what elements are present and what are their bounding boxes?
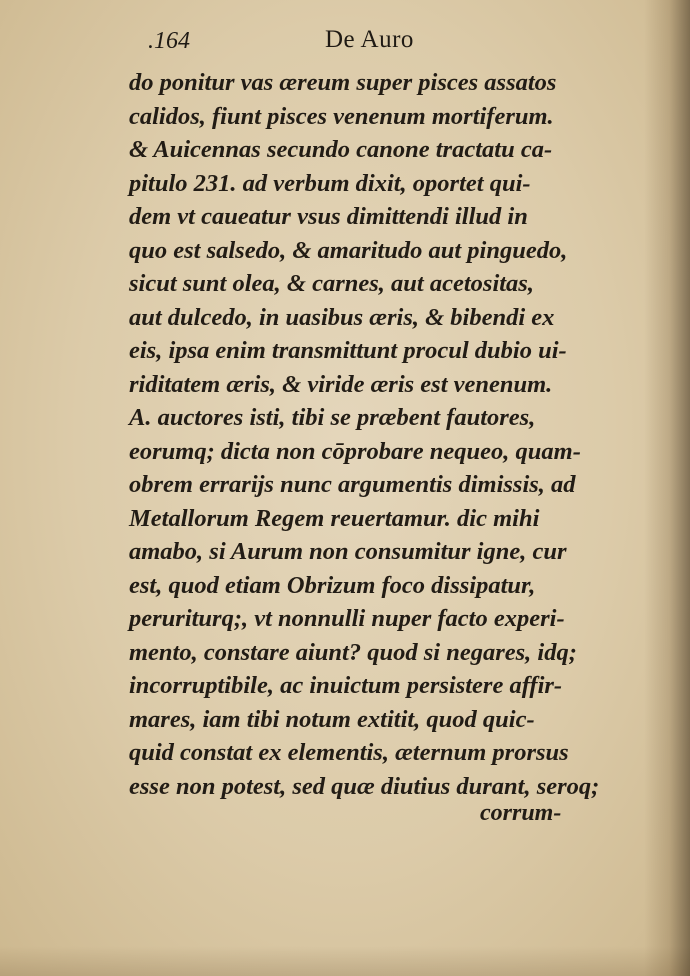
text-line: calidos, fiunt pisces venenum mortiferum. — [129, 102, 554, 130]
text-line: Metallorum Regem reuertamur. dic mihi — [129, 504, 540, 532]
text-line: A. auctores isti, tibi se præbent fautores, — [129, 404, 536, 431]
text-line: sicut sunt olea, & carnes, aut acetositas, — [129, 270, 534, 297]
body-text — [129, 66, 599, 803]
text-line: peruriturq;, vt nonnulli nuper facto experi- — [129, 605, 565, 632]
catchword: corrum- — [480, 800, 562, 826]
text-line: amabo, si Aurum non consumitur igne, cur — [129, 538, 567, 565]
text-line: do ponitur vas æreum super pisces assatos — [129, 69, 557, 96]
page-header — [130, 22, 610, 58]
text-line: mento, constare aiunt? quod si negares, idq; — [129, 638, 577, 666]
text-line: quid constat ex elementis, æternum prorsus — [129, 739, 569, 766]
text-line: eis, ipsa enim transmittunt procul dubio ui- — [129, 337, 567, 364]
text-line: eorumq; dicta non cōprobare nequeo, quam- — [129, 437, 581, 465]
running-head: De Auro — [325, 26, 414, 53]
text-line: est, quod etiam Obrizum foco dissipatur, — [129, 571, 536, 599]
text-line: pitulo 231. ad verbum dixit, oportet qui- — [129, 169, 531, 197]
text-line: mares, iam tibi notum extitit, quod quic- — [129, 705, 535, 733]
text-line: quo est salsedo, & amaritudo aut pinguedo, — [129, 236, 568, 264]
text-line: esse non potest, sed quæ diutius durant, seroq; — [129, 772, 600, 800]
text-line: dem vt caueatur vsus dimittendi illud in — [129, 203, 528, 230]
text-line: riditatem æris, & viride æris est venenum. — [129, 370, 553, 398]
text-line: incorruptibile, ac inuictum persistere affir- — [129, 672, 563, 699]
text-line: aut dulcedo, in uasibus æris, & bibendi ex — [129, 303, 555, 331]
page-number: .164 — [148, 28, 190, 54]
text-line: & Auicennas secundo canone tractatu ca- — [129, 136, 553, 163]
text-line: obrem errarijs nunc argumentis dimissis, ad — [129, 471, 576, 498]
